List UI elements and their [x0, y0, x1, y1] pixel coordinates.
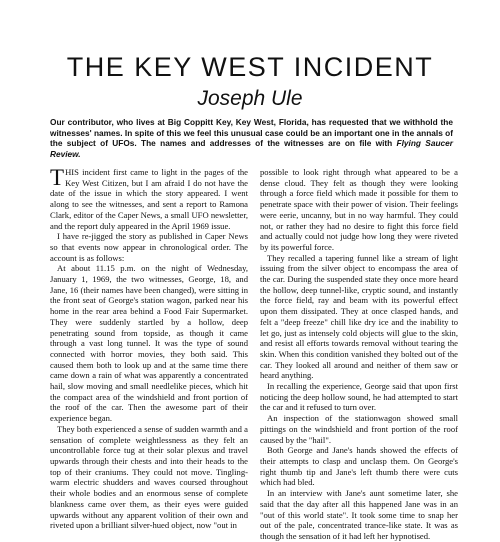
paragraph: Both George and Jane's hands showed the effects of their attempts to clasp and unclasp them. On George's right thumb tip and Jane's left thumb there were cuts which had bled.: [260, 445, 458, 488]
article-intro: [50, 117, 453, 159]
drop-cap: T: [50, 165, 65, 190]
article-title: THE KEY WEST INCIDENT: [66, 52, 434, 82]
paragraph: I have re-jigged the story as published in Caper News so that events now appear in chronological order. The account is as follows:: [50, 231, 248, 263]
intro-publication-name: Flying Saucer Review.: [50, 138, 453, 159]
paragraph-text: HIS incident first came to light in the pages of the Key West Citizen, but I am afraid I do not have the date of the issue in which the story appeared. I went along to see the witnesses, and sent a report to Ramona Clark, editor of the Caper News, a small UFO newsletter, and the report duly appeared in the April 1969 issue.: [50, 167, 248, 231]
paragraph: They recalled a tapering funnel like a stream of light issuing from the silver object to encompass the area of the car. During the suspended state they once more heard the hollow, deep tunnel-like, cryptic sound, and instantly the force field, ray and beam with its powerful effect upon them dissipated. They at once clasped hands, and felt a "deep freeze" chill like dry ice and the inability to let go, just as intensely cold objects will glue to the skin, and resist all efforts towards removal without tearing the skin. When this condition vanished they bolted out of the car. They looked all around and neither of them saw or heard anything.: [260, 252, 458, 381]
intro-text: Our contributor, who lives at Big Coppitt Key, Key West, Florida, has requested that we withhold the witnesses' names. In spite of this we feel this unusual case could be an important one in the annals of the subject of UFOs. The names and addresses of the witnesses are on file with: [50, 117, 453, 149]
paragraph: An inspection of the stationwagon showed small pittings on the windshield and front portion of the roof caused by the "hail".: [260, 413, 458, 445]
paragraph: [50, 167, 248, 231]
paragraph: They both experienced a sense of sudden warmth and a sensation of complete weightlessness as they felt an uncontrollable force tug at their solar plexus and travel upwards through their chests and into their heads to the top of their craniums. They could not move. Tingling-warm electric shudders and waves coursed throughout their whole bodies and an enormous sense of complete blankness came over them, as their eyes were guided upwards without any apparent volition of their own and riveted upon a brilliant silver-hued object, now "out in: [50, 423, 248, 531]
paragraph: In an interview with Jane's aunt sometime later, she said that the day after all this happened Jane was in an "out of this world state". It took some time to snap her out of the pale, concentrated trance-like state. It was as though the sensation of it had left her hypnotised.: [260, 488, 458, 541]
paragraph: possible to look right through what appeared to be a dense cloud. They felt as though they were looking through a force field which made it possible for them to penetrate space with their power of vision. Their feelings were eerie, uncanny, but in no way harmful. They could not, or rather they had no desire to fight this force field and actually could not judge how long they were riveted by its powerful force.: [260, 167, 458, 252]
paragraph: At about 11.15 p.m. on the night of Wednesday, January 1, 1969, the two witnesses, George, 18, and Jane, 16 (their names have been changed), were sitting in the front seat of George's station wagon, parked near his home in the rear area behind a Food Fair Supermarket. They were suddenly startled by a hollow, deep penetrating sound from topside, as though it came through a vast long tunnel. It was the type of sound connected with horror movies, they both said. This caused them both to look up and at the same time there came down a rain of what was apparently a concentrated hail, slow moving and small needlelike pieces, which hit the compact area of the windshield and front portion of the roof of the car. Then the awesome part of their experience began.: [50, 263, 248, 424]
article-author: Joseph Ule: [197, 87, 303, 110]
left-column: [50, 165, 248, 531]
paragraph: In recalling the experience, George said that upon first noticing the deep hollow sound, he had attempted to start the car and it refused to turn over.: [260, 381, 458, 413]
right-column: [260, 167, 458, 541]
